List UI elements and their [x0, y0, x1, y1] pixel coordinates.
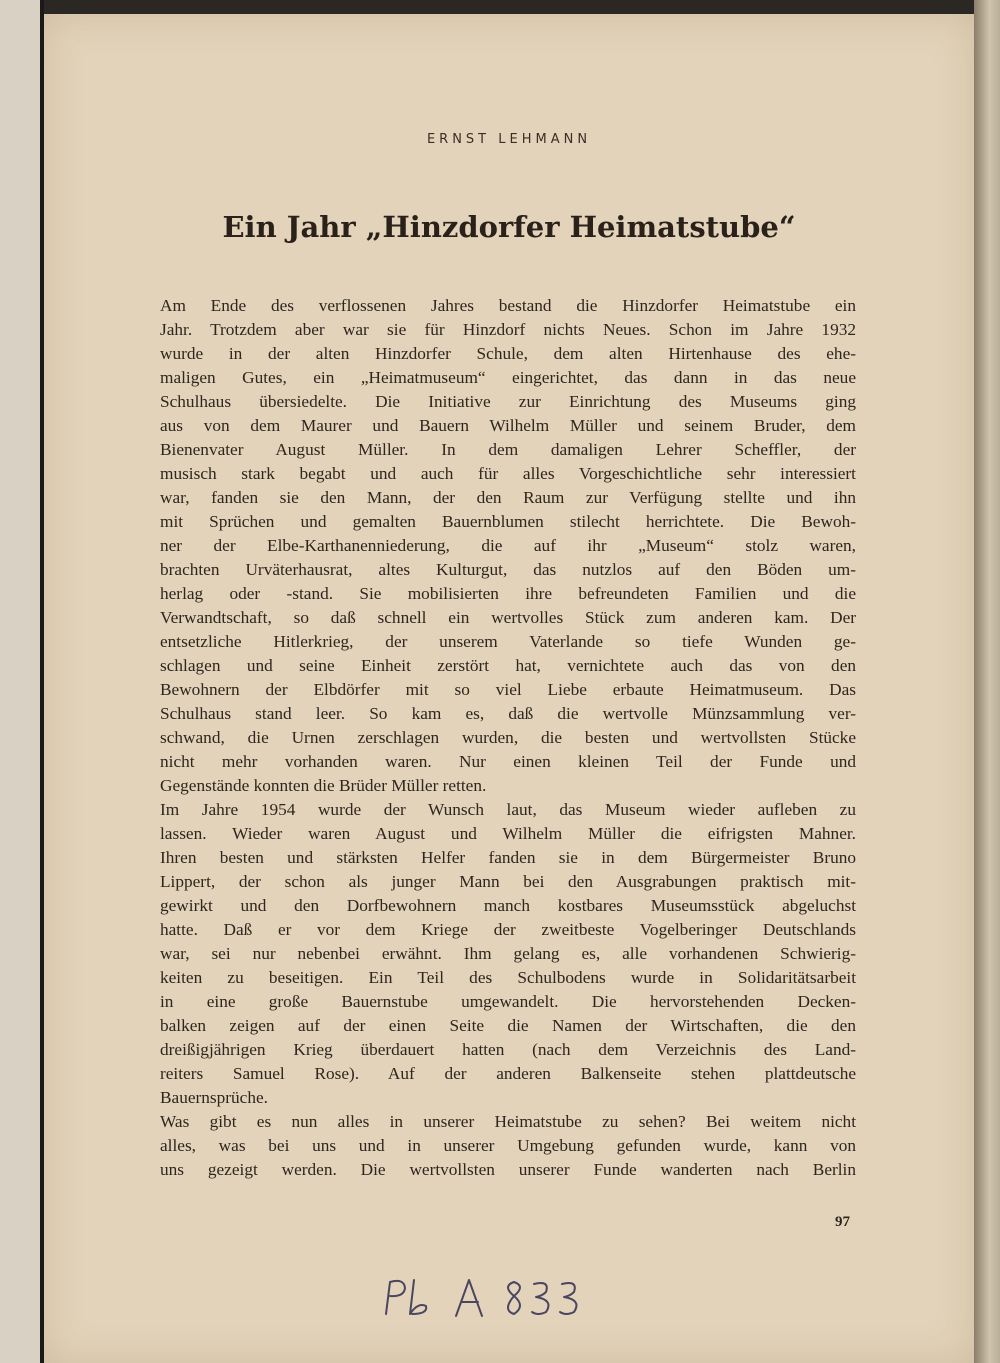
body-line: Schulhaus stand leer. So kam es, daß die wertvolle Münzsammlung ver- [160, 704, 856, 723]
article-body [160, 294, 856, 1182]
body-line: dreißigjährigen Krieg überdauert hatten (nach dem Verzeichnis des Land- [160, 1040, 856, 1059]
body-line: wurde in der alten Hinzdorfer Schule, dem alten Hirtenhause des ehe- [160, 344, 856, 363]
body-line: balken zeigen auf der einen Seite die Namen der Wirtschaften, die den [160, 1016, 856, 1035]
body-line: lassen. Wieder waren August und Wilhelm Müller die eifrigsten Mahner. [160, 824, 856, 843]
handwritten-shelfmark [374, 1272, 624, 1322]
body-line: hatte. Daß er vor dem Kriege der zweitbeste Vogelberinger Deutschlands [160, 920, 856, 939]
body-line: Verwandtschaft, so daß schnell ein wertvolles Stück zum anderen kam. Der [160, 608, 856, 627]
body-line: aus von dem Maurer und Bauern Wilhelm Müller und seinem Bruder, dem [160, 416, 856, 435]
body-line: ner der Elbe-Karthanenniederung, die auf ihr „Museum“ stolz waren, [160, 536, 856, 555]
body-line: in eine große Bauernstube umgewandelt. Die hervorstehenden Decken- [160, 992, 856, 1011]
body-line: mit Sprüchen und gemalten Bauernblumen stilecht herrichtete. Die Bewoh- [160, 512, 856, 531]
body-line: alles, was bei uns und in unserer Umgebung gefunden wurde, kann von [160, 1136, 856, 1155]
body-line: Was gibt es nun alles in unserer Heimatstube zu sehen? Bei weitem nicht [160, 1112, 856, 1131]
body-line: herlag oder -stand. Sie mobilisierten ihre befreundeten Familien und die [160, 584, 856, 603]
body-line: Im Jahre 1954 wurde der Wunsch laut, das Museum wieder aufleben zu [160, 800, 856, 819]
page-number: 97 [835, 1214, 850, 1230]
author-name: ERNST LEHMANN [426, 132, 592, 147]
body-line: Bewohnern der Elbdörfer mit so viel Liebe erbaute Heimatmuseum. Das [160, 680, 856, 699]
body-line: gewirkt und den Dorfbewohnern manch kostbares Museumsstück abgeluchst [160, 896, 856, 915]
body-line: nicht mehr vorhanden waren. Nur einen kleinen Teil der Funde und [160, 752, 856, 771]
left-binding-board [0, 0, 44, 1363]
body-line: war, sei nur nebenbei erwähnt. Ihm gelang es, alle vorhandenen Schwierig- [160, 944, 856, 963]
body-line: war, fanden sie den Mann, der den Raum zur Verfügung stellte und ihn [160, 488, 856, 507]
scanned-page [44, 14, 974, 1363]
body-line: musisch stark begabt und auch für alles Vorgeschichtliche sehr interessiert [160, 464, 856, 483]
body-line: schwand, die Urnen zerschlagen wurden, die besten und wertvollsten Stücke [160, 728, 856, 747]
body-line: Ihren besten und stärksten Helfer fanden sie in dem Bürgermeister Bruno [160, 848, 856, 867]
right-page-edge [974, 0, 1000, 1363]
body-line: uns gezeigt werden. Die wertvollsten unserer Funde wanderten nach Berlin [160, 1160, 856, 1179]
body-line: brachten Urväterhausrat, altes Kulturgut, das nutzlos auf den Böden um- [160, 560, 856, 579]
body-line: Bauernsprüche. [160, 1088, 268, 1107]
body-line: Schulhaus übersiedelte. Die Initiative zur Einrichtung des Museums ging [160, 392, 856, 411]
body-line: Gegenstände konnten die Brüder Müller retten. [160, 776, 487, 795]
body-line: Jahr. Trotzdem aber war sie für Hinzdorf nichts Neues. Schon im Jahre 1932 [160, 320, 856, 339]
body-line: entsetzliche Hitlerkrieg, der unserem Vaterlande so tiefe Wunden ge- [160, 632, 856, 651]
body-line: Am Ende des verflossenen Jahres bestand die Hinzdorfer Heimatstube ein [160, 296, 856, 315]
article-title: Ein Jahr „Hinzdorfer Heimatstube“ [222, 210, 796, 244]
body-line: Bienenvater August Müller. In dem damaligen Lehrer Scheffler, der [160, 440, 856, 459]
body-line: maligen Gutes, ein „Heimatmuseum“ eingerichtet, das dann in das neue [160, 368, 856, 387]
body-line: reiters Samuel Rose). Auf der anderen Balkenseite stehen plattdeutsche [160, 1064, 856, 1083]
body-line: keiten zu beseitigen. Ein Teil des Schulbodens wurde in Solidaritätsarbeit [160, 968, 856, 987]
body-line: schlagen und seine Einheit zerstört hat, vernichtete auch das von den [160, 656, 856, 675]
body-line: Lippert, der schon als junger Mann bei den Ausgrabungen praktisch mit- [160, 872, 856, 891]
